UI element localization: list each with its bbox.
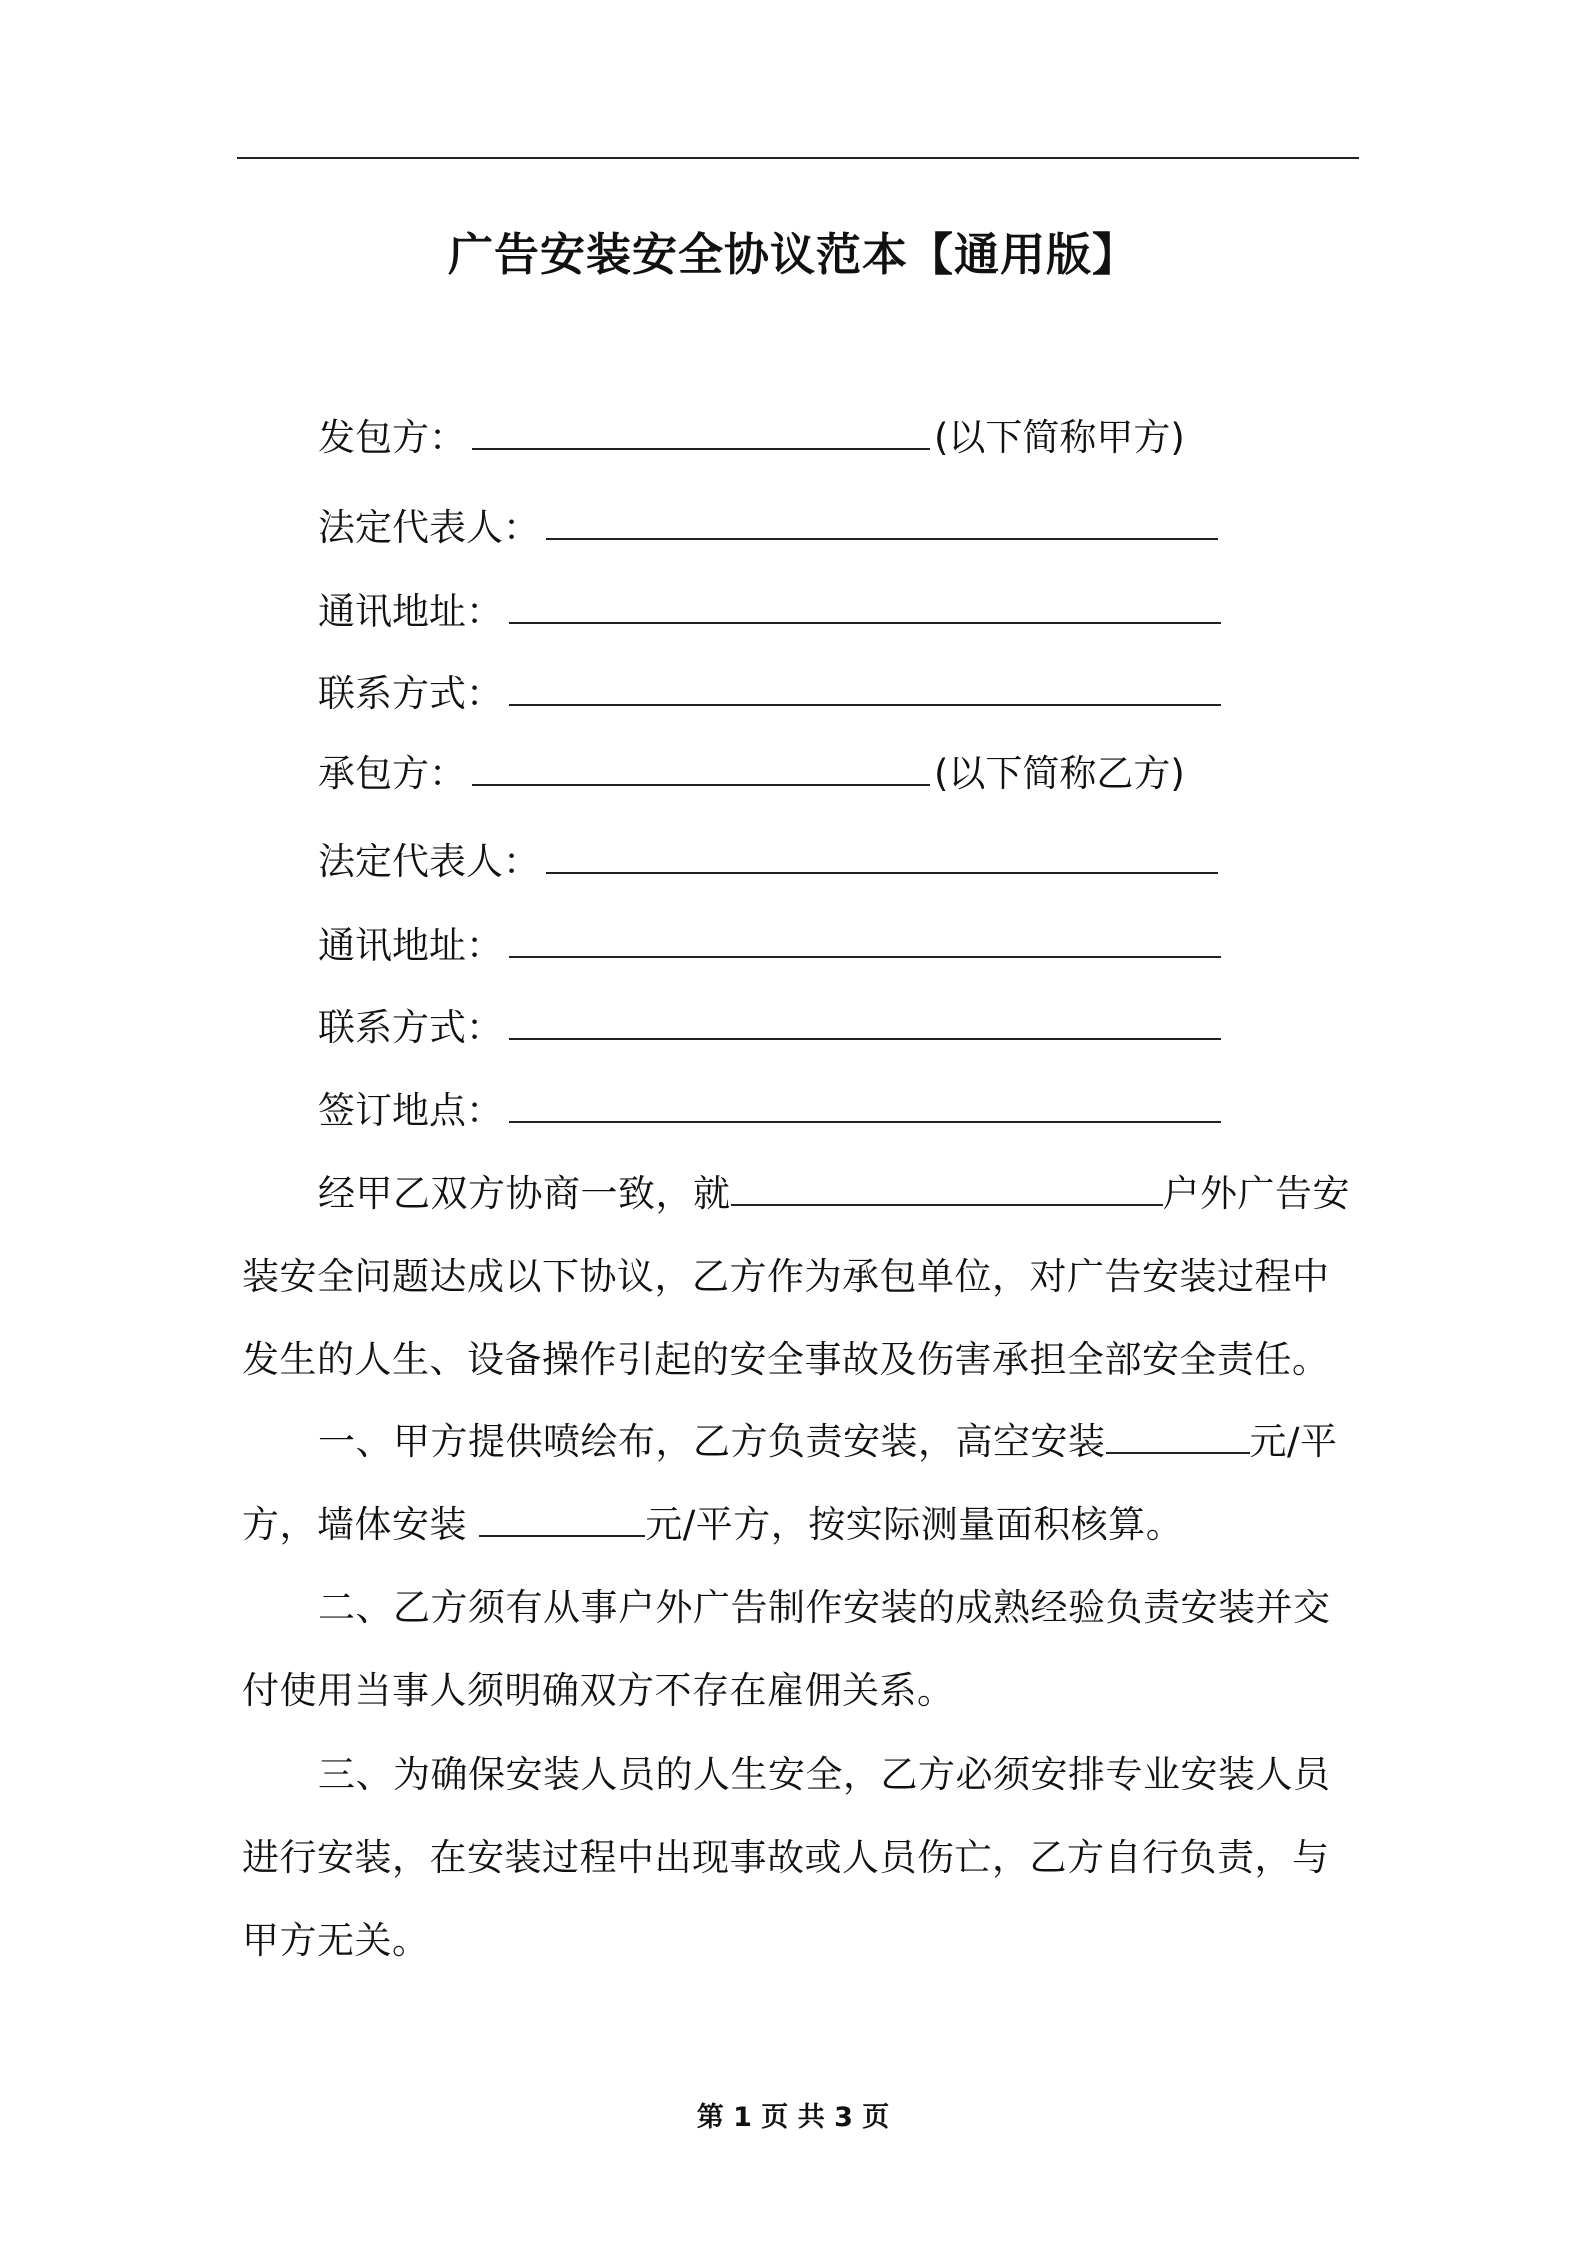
party-b-field [318,748,1185,799]
party-b-blank[interactable] [472,748,930,786]
party-b-address-blank[interactable] [509,920,1221,958]
party-a-suffix: (以下简称甲方) [934,416,1185,459]
high-altitude-price-blank[interactable] [1106,1416,1250,1454]
clause-3: 三、为确保安装人员的人生安全，乙方必须安排专业安装人员进行安装，在安装过程中出现事故或人员伤亡，乙方自行负责，与甲方无关。 [242,1753,1331,1962]
party-a-address-field [318,586,1221,637]
clause-1 [242,1400,1362,1566]
party-b-contact-blank[interactable] [509,1002,1221,1040]
party-b-address-label: 通讯地址： [318,924,503,967]
clause-1-text-1: 一、甲方提供喷绘布，乙方负责安装，高空安装 [318,1420,1106,1463]
clause-2: 二、乙方须有从事户外广告制作安装的成熟经验负责安装并交付使用当事人须明确双方不存在雇佣关系。 [242,1586,1331,1712]
party-a-contact-label: 联系方式： [318,672,503,715]
party-a-blank[interactable] [472,412,930,450]
party-a-label: 发包方： [318,416,466,459]
document-title: 广告安装安全协议范本【通用版】 [447,228,1138,281]
party-a-contact-blank[interactable] [509,668,1221,706]
party-b-label: 承包方： [318,752,466,795]
clause-1-text-2: 元/平方，墙体安装 [242,1420,1338,1546]
party-a-address-blank[interactable] [509,586,1221,624]
intro-text-before: 经甲乙双方协商一致，就 [318,1172,731,1215]
party-a-rep-label: 法定代表人： [318,506,540,549]
party-b-contact-label: 联系方式： [318,1006,503,1049]
party-a-rep-blank[interactable] [546,502,1218,540]
party-a-rep-field [318,502,1218,553]
party-a-contact-field [318,668,1221,719]
sign-place-label: 签订地点： [318,1089,503,1132]
party-b-contact-field [318,1002,1221,1053]
sign-place-blank[interactable] [509,1085,1221,1123]
party-a-field [318,412,1185,463]
intro-text-after: 户外广告安装安全问题达成以下协议，乙方作为承包单位，对广告安装过程中发生的人生、设备操作引起的安全事故及伤害承担全部安全责任。 [242,1172,1350,1381]
party-b-suffix: (以下简称乙方) [934,752,1185,795]
intro-project-blank[interactable] [731,1168,1163,1206]
header-rule [237,157,1359,159]
wall-price-blank[interactable] [479,1499,645,1537]
sign-place-field [318,1085,1221,1136]
party-a-address-label: 通讯地址： [318,590,503,633]
page-footer: 第 1 页 共 3 页 [696,2102,890,2133]
clause-1-text-3: 元/平方，按实际测量面积核算。 [645,1503,1184,1546]
party-b-rep-label: 法定代表人： [318,840,540,883]
party-b-rep-field [318,836,1218,887]
party-b-rep-blank[interactable] [546,836,1218,874]
party-b-address-field [318,920,1221,971]
intro-paragraph [242,1152,1362,1401]
